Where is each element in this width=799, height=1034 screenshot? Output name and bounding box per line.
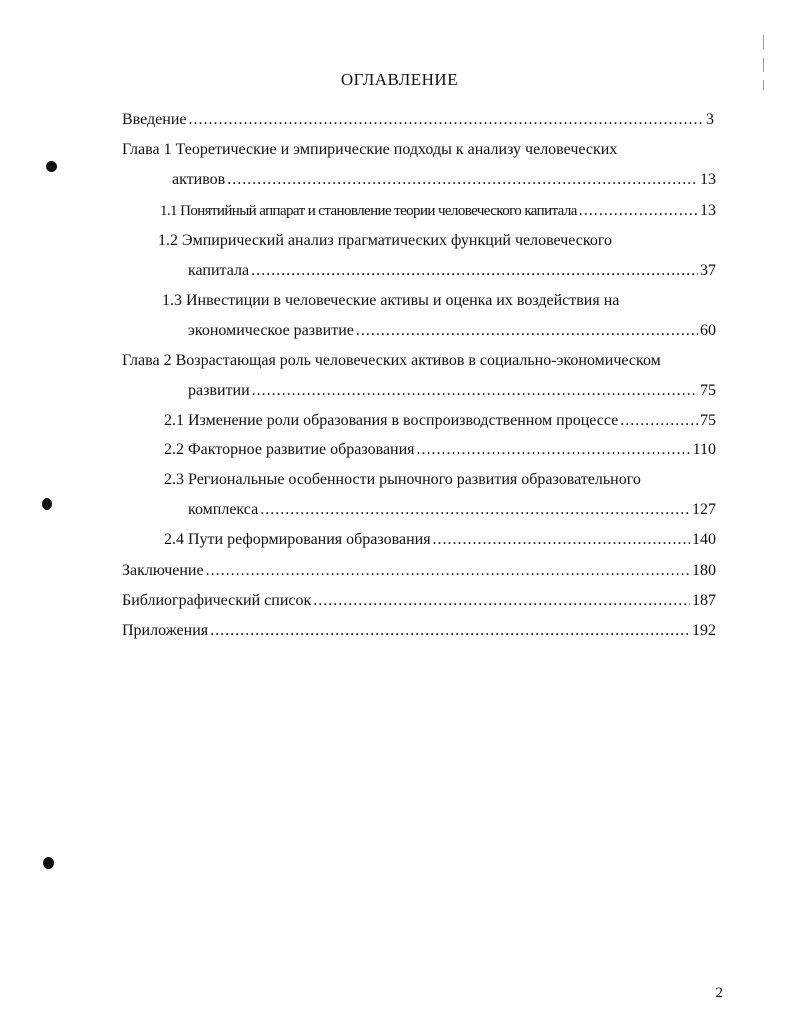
toc-entry-chapter-2[interactable]	[188, 381, 716, 401]
leader-dots	[356, 321, 698, 341]
toc-entry-1-1[interactable]	[160, 201, 716, 221]
toc-entry-label: Заключение	[122, 562, 204, 579]
toc-entry-label: 1.1 Понятийный аппарат и становление теории человеческого капитала	[160, 203, 577, 219]
leader-dots	[189, 110, 705, 130]
toc-entry-label: Введение	[122, 111, 187, 128]
toc-page-number: 192	[692, 622, 716, 639]
toc-section-1-2-heading[interactable]: 1.2 Эмпирический анализ прагматических функций человеческого	[158, 232, 613, 249]
toc-entry-label: Приложения	[122, 622, 209, 639]
toc-entry-1-2[interactable]	[188, 261, 716, 281]
scan-edge-mark	[763, 35, 764, 49]
leader-dots	[210, 621, 690, 641]
toc-page-number: 13	[700, 171, 716, 188]
toc-entry-2-2[interactable]	[164, 440, 716, 460]
toc-entry-label: 2.2 Факторное развитие образования	[164, 441, 415, 458]
toc-page-number: 140	[692, 531, 716, 548]
leader-dots	[260, 500, 690, 520]
toc-page-number: 110	[692, 441, 716, 458]
toc-entry-bibliography[interactable]	[122, 591, 716, 611]
toc-page-number: 127	[692, 501, 716, 518]
toc-page-number: 75	[700, 382, 716, 399]
leader-dots	[227, 170, 698, 190]
leader-dots	[252, 381, 698, 401]
leader-dots	[313, 591, 690, 611]
toc-chapter-1-heading[interactable]: Глава 1 Теоретические и эмпирические подходы к анализу человеческих	[122, 141, 618, 158]
toc-entry-2-1[interactable]	[164, 411, 716, 431]
toc-entry-1-3[interactable]	[188, 321, 716, 341]
toc-entry-label: капитала	[188, 262, 250, 279]
toc-section-1-3-heading[interactable]: 1.3 Инвестиции в человеческие активы и оценка их воздействия на	[162, 292, 620, 309]
toc-page-number: 13	[700, 202, 716, 219]
scan-edge-mark	[763, 80, 764, 90]
punch-hole-mark	[43, 857, 54, 869]
toc-entry-label: развитии	[188, 382, 250, 399]
leader-dots	[620, 411, 698, 431]
page-title: ОГЛАВЛЕНИЕ	[340, 70, 459, 89]
toc-page-number: 187	[692, 592, 716, 609]
punch-hole-mark	[42, 498, 52, 510]
scan-edge-mark	[763, 58, 764, 72]
page-number: 2	[715, 985, 723, 1001]
toc-entry-2-4[interactable]	[164, 530, 716, 550]
toc-entry-conclusion[interactable]	[122, 561, 716, 581]
leader-dots	[251, 261, 698, 281]
toc-page-number: 3	[706, 111, 714, 128]
toc-entry-intro[interactable]	[122, 110, 714, 130]
toc-entry-label: комплекса	[188, 501, 259, 518]
punch-hole-mark	[46, 161, 57, 172]
toc-page-number: 37	[700, 262, 716, 279]
toc-entry-chapter-1[interactable]	[172, 170, 716, 190]
toc-entry-2-3[interactable]	[188, 500, 716, 520]
toc-section-2-3-heading[interactable]: 2.3 Региональные особенности рыночного развития образовательного	[164, 471, 641, 488]
toc-entry-appendices[interactable]	[122, 621, 716, 641]
toc-entry-label: Библиографический список	[122, 592, 312, 609]
leader-dots	[417, 440, 691, 460]
toc-entry-label: активов	[172, 171, 226, 188]
leader-dots	[206, 561, 690, 581]
toc-entry-label: 2.1 Изменение роли образования в воспроизводственном процессе	[164, 412, 619, 429]
toc-entry-label: 2.4 Пути реформирования образования	[164, 531, 431, 548]
toc-page-number: 60	[700, 322, 716, 339]
toc-page-number: 180	[692, 562, 716, 579]
leader-dots	[579, 201, 698, 221]
toc-entry-label: экономическое развитие	[188, 322, 354, 339]
leader-dots	[433, 530, 690, 550]
toc-page-number: 75	[700, 412, 716, 429]
toc-chapter-2-heading[interactable]: Глава 2 Возрастающая роль человеческих активов в социально-экономическом	[122, 352, 661, 369]
